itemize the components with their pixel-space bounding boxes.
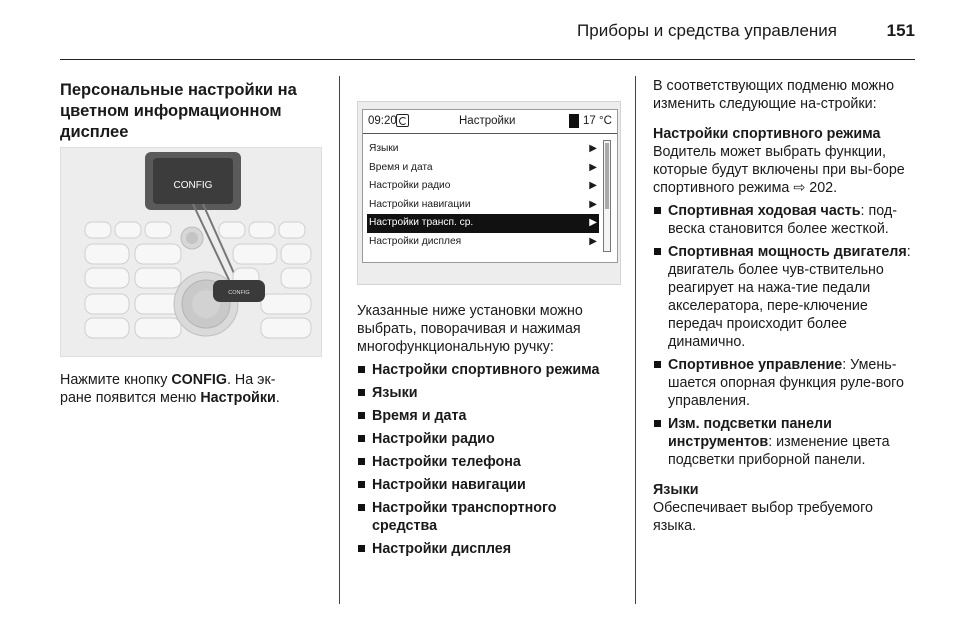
chevron-right-icon: ▶	[589, 180, 597, 192]
chapter-title: Приборы и средства управления	[577, 21, 837, 40]
menu-item[interactable]: Настройки навигации ▶	[367, 196, 599, 215]
clock-icon	[396, 114, 409, 127]
chevron-right-icon: ▶	[589, 161, 597, 173]
sport-mode-list	[653, 202, 915, 469]
col3-text	[653, 77, 915, 535]
menu-title: Настройки	[459, 115, 516, 127]
menu-item[interactable]: Время и дата ▶	[367, 159, 599, 178]
control-panel-drawing	[61, 148, 322, 357]
settings-menu-list	[367, 140, 599, 252]
menu-scrollbar[interactable]	[603, 140, 611, 252]
settings-options-list	[357, 361, 619, 558]
languages-heading: Языки	[653, 482, 699, 498]
section-title: Персональные настройки на цветном информационном дисплее	[60, 81, 297, 141]
list-item: Изм. подсветки панели инструментов: изменение цвета подсветки приборной панели.	[653, 415, 915, 469]
list-item: Спортивная ходовая часть: под-веска становится более жесткой.	[653, 202, 915, 238]
sport-mode-heading: Настройки спортивного режима	[653, 126, 881, 142]
list-item: Настройки радио	[357, 430, 619, 448]
list-item: Настройки дисплея	[357, 540, 619, 558]
list-item: Языки	[357, 384, 619, 402]
status-bar	[363, 110, 617, 134]
screen-label: CONFIG	[173, 180, 213, 191]
config-button-name: CONFIG	[171, 372, 227, 388]
menu-item[interactable]: Настройки радио ▶	[367, 177, 599, 196]
page-header	[60, 18, 915, 60]
column-divider	[635, 76, 636, 604]
temperature-readout: 17 °C	[583, 115, 612, 127]
col2-text	[357, 302, 619, 558]
menu-item[interactable]: Настройки дисплея ▶	[367, 233, 599, 252]
display-screen	[362, 109, 618, 263]
col2-intro: Указанные ниже установки можно выбрать, поворачивая и нажимая многофункциональную ручку:	[357, 303, 583, 355]
chevron-right-icon: ▶	[589, 217, 597, 229]
chevron-right-icon: ▶	[589, 198, 597, 210]
languages-text: Обеспечивает выбор требуемого языка.	[653, 500, 873, 534]
control-panel-illustration	[60, 147, 322, 357]
clock-time: 09:20	[368, 115, 397, 127]
config-button-label: CONFIG	[228, 290, 250, 296]
settings-menu-screenshot	[357, 101, 621, 285]
list-item: Настройки транспортного средства	[357, 499, 619, 535]
settings-menu-name: Настройки	[200, 390, 276, 406]
list-item: Время и дата	[357, 407, 619, 425]
column-divider	[339, 76, 340, 604]
list-item: Спортивная мощность двигателя: двигатель более чув-ствительно реагирует на нажа-тие педали акселератора, пере-ключение передач происходит более динамично.	[653, 243, 915, 351]
chevron-right-icon: ▶	[589, 235, 597, 247]
thermometer-icon	[569, 114, 579, 128]
page-number: 151	[886, 21, 915, 40]
menu-item-selected[interactable]: Настройки трансп. ср. ▶	[367, 214, 599, 233]
menu-item[interactable]: Языки ▶	[367, 140, 599, 159]
list-item: Спортивное управление: Умень-шается опорная функция руле-вого управления.	[653, 356, 915, 410]
col1-instruction: Нажмите кнопку CONFIG. На эк- ране появится меню Настройки.	[60, 372, 280, 406]
list-item: Настройки спортивного режима	[357, 361, 619, 379]
list-item: Настройки телефона	[357, 453, 619, 471]
col3-intro: В соответствующих подменю можно изменить следующие на-стройки:	[653, 78, 895, 112]
sport-mode-text: Водитель может выбрать функции, которые будут включены при вы-боре спортивного режима ⇨ 202.	[653, 144, 905, 196]
scrollbar-thumb[interactable]	[605, 143, 609, 209]
list-item: Настройки навигации	[357, 476, 619, 494]
chevron-right-icon: ▶	[589, 143, 597, 154]
